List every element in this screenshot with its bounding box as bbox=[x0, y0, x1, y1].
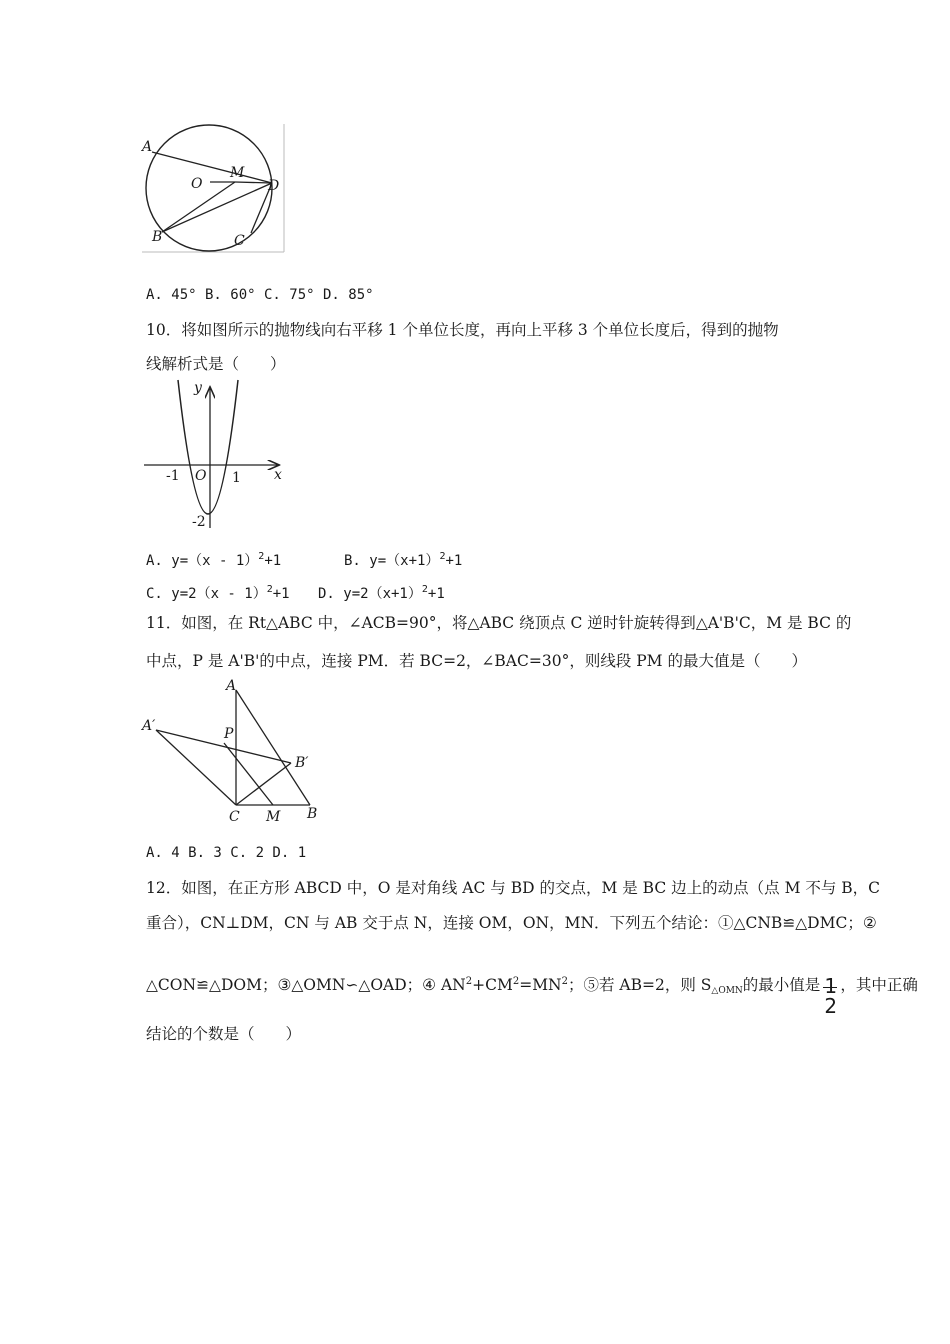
q10-option-d-post: +1 bbox=[427, 586, 445, 602]
q12-line3-part-c: =MN bbox=[519, 976, 562, 994]
q10-parabola-figure bbox=[140, 378, 290, 538]
q12-sub-omn: △OMN bbox=[711, 986, 743, 996]
q10-option-b bbox=[344, 547, 462, 571]
q10-option-c-sup: 2 bbox=[266, 584, 273, 595]
q11-options: A. 4 B. 3 C. 2 D. 1 bbox=[146, 845, 307, 861]
label-y: y bbox=[194, 380, 202, 396]
label-p: P bbox=[224, 726, 234, 742]
q11-stem-line1: 11．如图，在 Rt△ABC 中，∠ACB=90°，将△ABC 绕顶点 C 逆时针旋转得到△A'B'C，M 是 BC 的 bbox=[146, 614, 852, 632]
q12-line3-part-b: +CM bbox=[472, 976, 513, 994]
q9-circle-figure bbox=[138, 120, 288, 255]
q12-line3-part-d: ；⑤若 AB=2，则 S bbox=[568, 976, 712, 994]
q11-rotation-figure bbox=[140, 675, 330, 825]
q10-option-c-post: +1 bbox=[272, 586, 290, 602]
q10-option-a-sup: 2 bbox=[258, 551, 265, 562]
q10-stem-line2: 线解析式是（ ） bbox=[146, 355, 286, 373]
q10-option-d bbox=[318, 580, 445, 604]
q9-options: A. 45° B. 60° C. 75° D. 85° bbox=[146, 287, 374, 303]
q10-option-d-sup: 2 bbox=[421, 584, 428, 595]
label-neg1: -1 bbox=[166, 468, 180, 484]
fraction-denominator: 2 bbox=[824, 994, 838, 1018]
label-m: M bbox=[266, 809, 281, 825]
parabola-curve bbox=[178, 380, 238, 514]
q12-line3-part-e: 的最小值是 bbox=[742, 976, 821, 994]
q10-option-b-pre: B. y=（x+1） bbox=[344, 553, 440, 569]
q12-sup-1: 2 bbox=[465, 976, 473, 987]
label-x: x bbox=[274, 467, 282, 483]
label-b: B bbox=[152, 229, 163, 245]
fraction-numerator: 1 bbox=[824, 974, 838, 998]
q10-option-a bbox=[146, 547, 281, 571]
q12-sup-3: 2 bbox=[561, 976, 568, 987]
q10-option-b-sup: 2 bbox=[439, 551, 446, 562]
q12-stem-line4: 结论的个数是（ ） bbox=[146, 1025, 302, 1043]
q12-stem-line1: 12．如图，在正方形 ABCD 中，O 是对角线 AC 与 BD 的交点，M 是 BC 边上的动点（点 M 不与 B，C bbox=[146, 879, 881, 897]
q10-option-a-pre: A. y=（x - 1） bbox=[146, 553, 259, 569]
q12-line3-part-f: ，其中正确 bbox=[840, 976, 918, 994]
q12-sup-2: 2 bbox=[512, 976, 520, 987]
q12-line3-part-a: △CON≌△DOM；③△OMN∽△OAD；④ AN bbox=[146, 976, 466, 994]
q10-stem-line1: 10．将如图所示的抛物线向右平移 1 个单位长度，再向上平移 3 个单位长度后，得到的抛物 bbox=[146, 321, 779, 339]
q10-option-a-post: +1 bbox=[264, 553, 282, 569]
chord-bd bbox=[162, 183, 272, 232]
label-neg2: -2 bbox=[192, 514, 206, 530]
q10-option-b-post: +1 bbox=[445, 553, 463, 569]
fraction-one-half bbox=[822, 966, 838, 1018]
label-m: M bbox=[230, 165, 245, 181]
q10-option-c-pre: C. y=2（x - 1） bbox=[146, 586, 267, 602]
label-c: C bbox=[229, 809, 240, 825]
chord-ad bbox=[152, 152, 272, 183]
label-one: 1 bbox=[232, 470, 241, 486]
q10-option-d-pre: D. y=2（x+1） bbox=[318, 586, 422, 602]
side-ab bbox=[236, 690, 310, 805]
q10-option-c bbox=[146, 580, 290, 604]
q11-stem-line2: 中点，P 是 A'B'的中点，连接 PM．若 BC=2，∠BAC=30°，则线段 PM 的最大值是（ ） bbox=[146, 652, 807, 670]
q12-stem-line3 bbox=[146, 962, 918, 1018]
label-a: A bbox=[142, 139, 153, 155]
q12-stem-line2: 重合），CN⊥DM，CN 与 AB 交于点 N，连接 OM，ON，MN．下列五个结论：①△CNB≌△DMC；② bbox=[146, 914, 877, 932]
label-b: B bbox=[307, 806, 318, 822]
label-o: O bbox=[191, 176, 203, 192]
circle-o bbox=[146, 125, 272, 251]
label-d: D bbox=[268, 178, 280, 194]
label-o: O bbox=[195, 468, 207, 484]
label-b-prime: B′ bbox=[295, 755, 309, 771]
label-a-prime: A′ bbox=[142, 718, 156, 734]
label-c: C bbox=[234, 233, 245, 249]
label-a: A bbox=[226, 678, 237, 694]
